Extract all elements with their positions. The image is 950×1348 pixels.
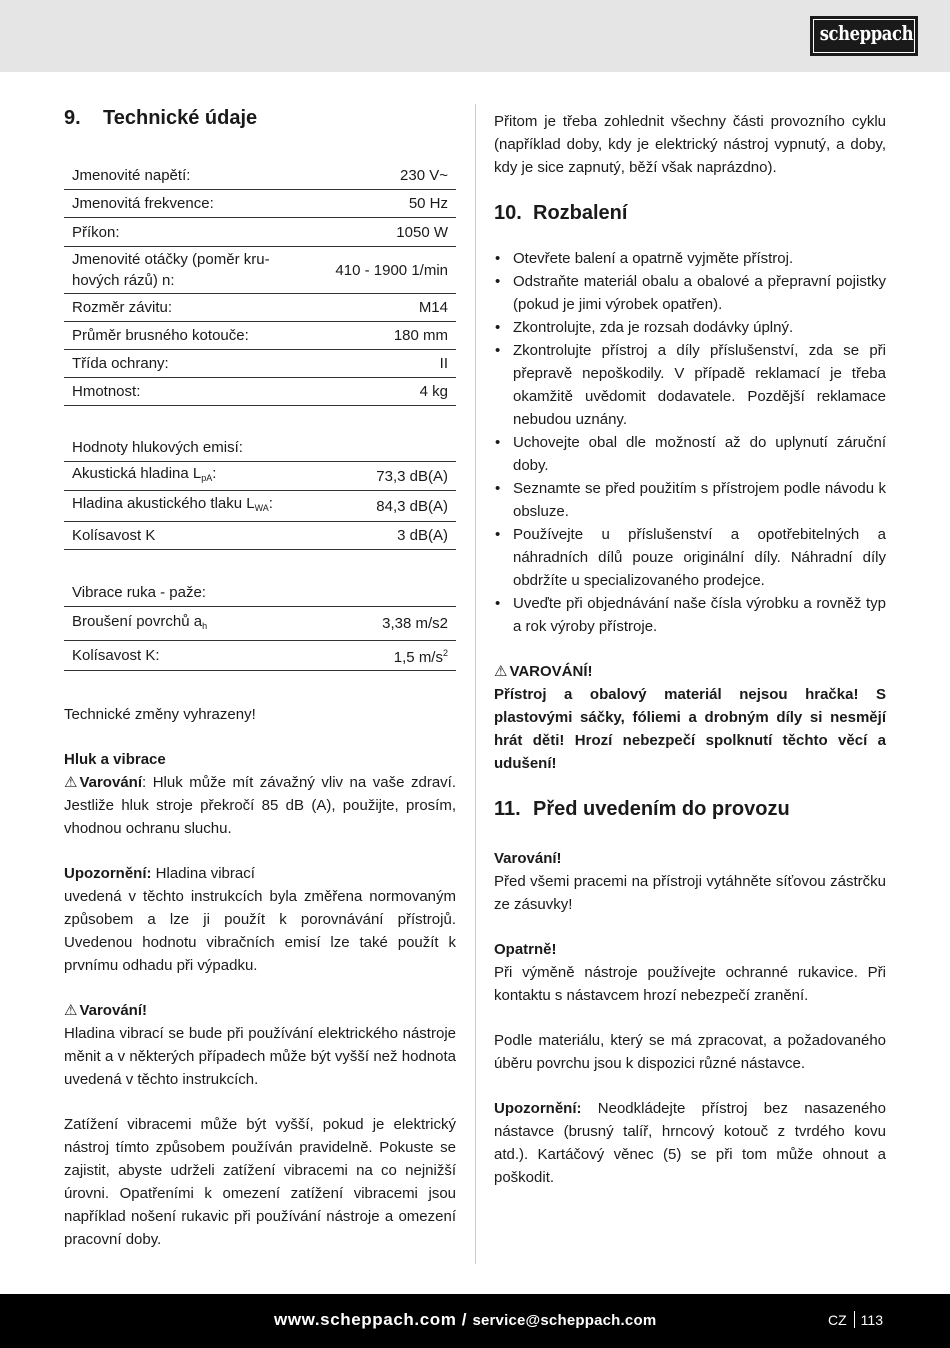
spec-row: Jmenovité otáčky (poměr kru- hových rázů) n: 410 - 1900 1/min (64, 247, 456, 294)
caution-heading: Opatrně! (494, 941, 557, 958)
tech-changes-note: Technické změny vyhrazeny! (64, 706, 256, 723)
left-column (64, 104, 456, 1251)
unpacking-list (494, 247, 886, 638)
attachments-text: Podle materiálu, který se má zpracovat, a požadovaného úběru povrchu jsou k dispozici různé nástavce. (494, 1032, 886, 1072)
spec-row: Jmenovitá frekvence: 50 Hz (64, 190, 456, 218)
cycle-note: Přitom je třeba zohlednit všechny části provozního cyklu (například doby, kdy je elektrický nástroj vypnutý, a doby, kdy je sice zapnutý, běží však naprázdno). (494, 113, 886, 176)
list-item: • Používejte u příslušenství a opotřebitelných a náhradních dílů pouze originální díly. Náhradní díly obdržíte u specializovaného prodejce. (494, 523, 886, 592)
warning-icon: ⚠ (64, 1002, 78, 1019)
page-number: CZ 113 (828, 1312, 883, 1328)
warning-icon: ⚠ (64, 774, 78, 791)
vibration-warning-body: Hladina vibrací se bude při používání elektrického nástroje měnit a v některých případech může být vyšší než hodnota uvedená v těchto instrukcích. (64, 1025, 456, 1088)
section-10-heading: 10. Rozbalení (494, 202, 628, 224)
list-item: • Seznamte se před použitím s přístrojem podle návodu k obsluze. (494, 477, 886, 523)
vibration-row: Broušení povrchů $a_h$ 3,38 m/s2 (64, 607, 456, 641)
caution-body: Při výměně nástroje používejte ochranné rukavice. Při kontaktu s nástavcem hrozí nebezpečí zranění. (494, 964, 886, 1004)
warning-icon: ⚠ (494, 663, 508, 680)
vibration-row: Kolísavost K: 1,5 $m/s^2$ (64, 641, 456, 671)
vibration-warning-heading: ⚠ Varování! (64, 999, 456, 1022)
page-footer (0, 1294, 950, 1348)
list-item: • Zkontrolujte, zda je rozsah dodávky úplný. (494, 316, 886, 339)
noise-table (64, 433, 456, 550)
noise-title: Hodnoty hlukových emisí: (64, 433, 456, 462)
section-11-heading: 11. Před uvedením do provozu (494, 798, 790, 820)
column-divider (475, 104, 476, 1264)
vibration-note-body: uvedená v těchto instrukcích byla změřena normovaným způsobem a lze ji použít k porovnávání přístrojů. Uvedenou hodnotu vibračních emisí lze také použít k prvnímu odhadu při výpadku. (64, 888, 456, 974)
spec-row: Třída ochrany: II (64, 350, 456, 378)
noise-warning: ⚠ Varování: Hluk může mít závažný vliv na vaše zdraví. Jestliže hluk stroje překročí 85 dB (A), použijte, prosím, vhodnou ochranu sluchu. (64, 771, 456, 840)
page-header (0, 0, 950, 72)
spec-row: Průměr brusného kotouče: 180 mm (64, 322, 456, 350)
vibration-title: Vibrace ruka - paže: (64, 578, 456, 607)
website-link[interactable]: www.scheppach.com (274, 1310, 457, 1329)
vibration-load-text: Zatížení vibracemi může být vyšší, pokud je elektrický nástroj tímto způsobem používán pravidelně. Pokuste se zajistit, abyste udrželi zatížení vibracemi na co nejnižší úrovni. Opatřeními k omezení zatížení vibracemi jsou například nošení rukavic při používání nástroje a omezení pracovní doby. (64, 1116, 456, 1248)
mains-warning-body: Před všemi pracemi na přístroji vytáhněte síťovou zástrčku ze zásuvky! (494, 873, 886, 913)
list-item: • Otevřete balení a opatrně vyjměte přístroj. (494, 247, 886, 270)
attachment-note: Upozornění: Neodkládejte přístroj bez nasazeného nástavce (brusný talíř, hrncový kotouč z tvrdého kovu atd.). Kartáčový věnec (5) se při tom může ohnout a poškodit. (494, 1100, 886, 1186)
vibration-table (64, 578, 456, 671)
scheppach-logo (810, 16, 918, 56)
packaging-warning-body: Přístroj a obalový materiál nejsou hračka! S plastovými sáčky, fóliemi a drobným díly si nesmějí hrát děti! Hrozí nebezpečí spolknutí těchto věcí a udušení! (494, 686, 886, 772)
logo-text: scheppach (819, 21, 914, 45)
list-item: • Zkontrolujte přístroj a díly příslušenství, zda se při přepravě nepoškodily. V případě reklamací je třeba okamžitě uvědomit dodavatele. Pozdější reklamace nebudou uznány. (494, 339, 886, 431)
vibration-note: Upozornění: Hladina vibrací (64, 865, 255, 882)
footer-contact: www.scheppach.com / service@scheppach.com (274, 1310, 657, 1329)
spec-table (64, 162, 456, 406)
noise-vibration-heading: Hluk a vibrace (64, 751, 166, 768)
list-item: • Odstraňte materiál obalu a obalové a přepravní pojistky (pokud je jimi výrobek opatřen). (494, 270, 886, 316)
list-item: • Uchovejte obal dle možností až do uplynutí záruční doby. (494, 431, 886, 477)
mains-warning-heading: Varování! (494, 850, 562, 867)
packaging-warning-heading: ⚠ VAROVÁNÍ! (494, 660, 886, 683)
right-column (494, 110, 886, 1189)
noise-row: Kolísavost K 3 dB(A) (64, 522, 456, 550)
spec-row: Rozměr závitu: M14 (64, 294, 456, 322)
spec-row: Příkon: 1050 W (64, 218, 456, 247)
spec-row: Jmenovité napětí: 230 V~ (64, 162, 456, 190)
spec-row: Hmotnost: 4 kg (64, 378, 456, 406)
list-item: • Uveďte při objednávání naše čísla výrobku a rovněž typ a rok výroby přístroje. (494, 592, 886, 638)
email-link[interactable]: service@scheppach.com (472, 1312, 657, 1329)
noise-row: Hladina akustického tlaku $L_{WA}$: 84,3 dB(A) (64, 491, 456, 522)
section-9-heading: 9. Technické údaje (64, 107, 258, 129)
noise-row: Akustická hladina $L_{pA}$: 73,3 dB(A) (64, 462, 456, 491)
